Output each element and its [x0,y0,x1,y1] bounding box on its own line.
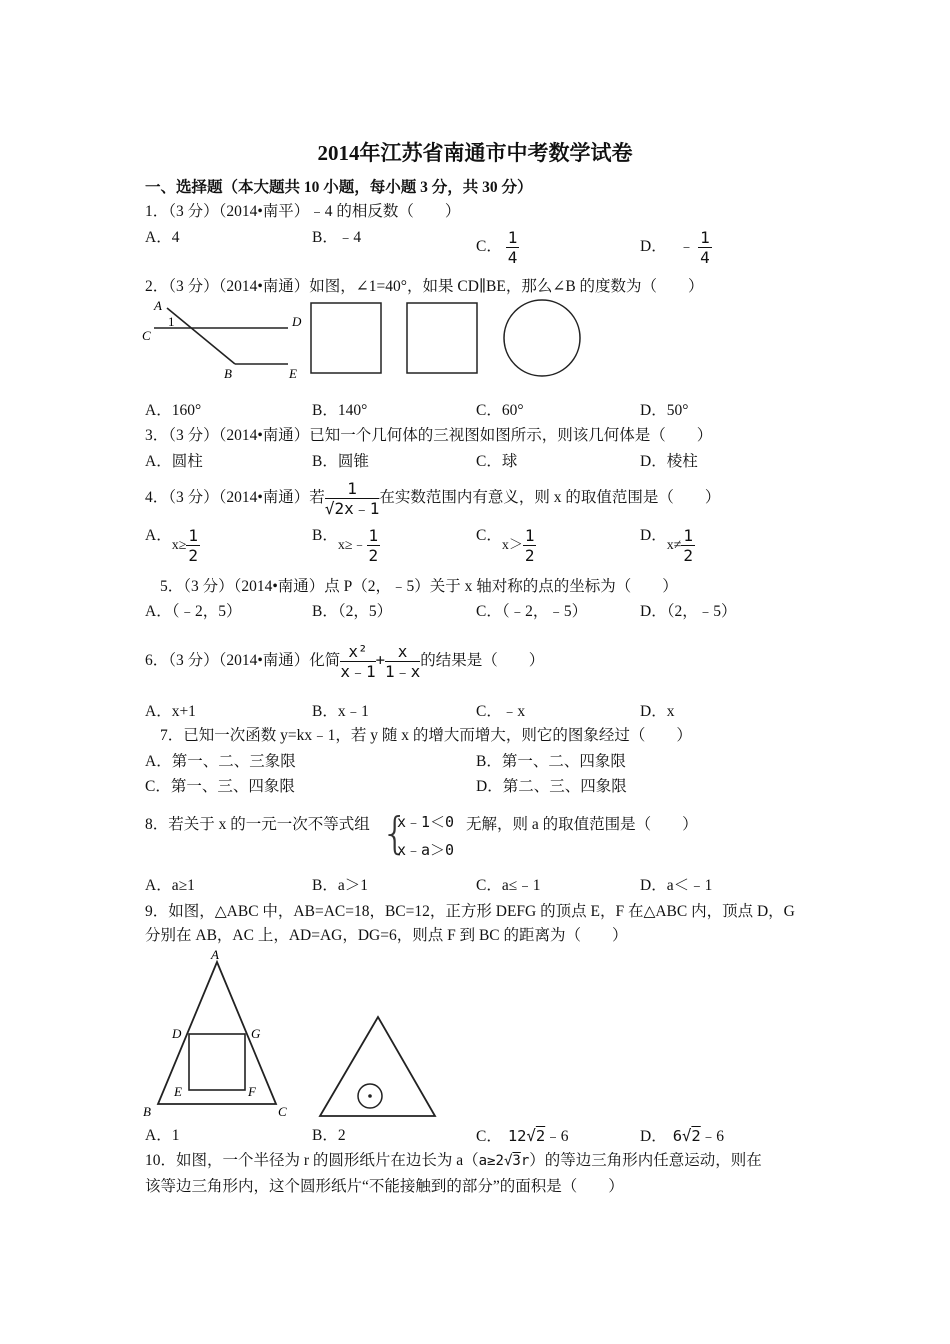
q8-stem-pre: 8．若关于 x 的一元一次不等式组 [145,816,370,833]
label-A: A [211,947,219,962]
q8-option-d: D．a＜﹣1 [640,877,713,894]
square-view-2 [407,303,477,373]
q1-stem: 1．（3 分）（2014•南平）﹣4 的相反数（ ） [145,203,461,220]
q4-option-d: D．x≠ $\frac{1}{2}$ [640,526,694,565]
q3-option-d: D．棱柱 [640,453,698,470]
label-F: F [248,1084,256,1099]
q1-option-a: A．4 [145,229,180,246]
label-G: G [251,1026,261,1041]
label-A: A [154,298,162,313]
q6-option-b: B．x﹣1 [312,703,369,720]
q8-option-b: B．a＞1 [312,877,368,894]
label-D: D [292,314,302,329]
page-title: 2014年江苏省南通市中考数学试卷 [317,141,633,165]
q10-stem-line-1: 10．如图，一个半径为 r 的圆形纸片在边长为 a（a≥2√3r）的等边三角形内任意运动，则在 [145,1152,762,1169]
q2-option-c: C．60° [476,402,524,419]
q3-option-c: C．球 [476,453,518,470]
q8-ineq-2: x﹣a＞0 [397,841,455,859]
q5-stem: 5．（3 分）（2014•南通）点 P（2，﹣5）关于 x 轴对称的点的坐标为（ ） [160,578,678,595]
q3-option-b: B．圆锥 [312,453,369,470]
label-1: 1 [168,314,175,329]
q2-figures [140,296,600,388]
q9-stem-line-1: 9．如图，△ABC 中，AB=AC=18，BC=12，正方形 DEFG 的顶点 E，F 在△ABC 内，顶点 D，G [145,903,795,920]
q7-option-c: C．第一、三、四象限 [145,778,295,795]
q8-option-a: A．a≥1 [145,877,195,894]
q1-option-d: D． ﹣ $\frac{1}{4}$ [640,228,710,267]
q6-option-a: A．x+1 [145,703,196,720]
triangle-square-figure [143,947,287,1119]
label-B: B [224,366,232,381]
q8-stem-post: 无解，则 a 的取值范围是（ ） [466,816,698,833]
q7-option-d: D．第二、三、四象限 [476,778,627,795]
q5-option-a: A．（﹣2，5） [145,603,242,620]
q5-option-d: D．（2，﹣5） [640,603,737,620]
brace-symbol: { [381,808,409,859]
q2-option-a: A．160° [145,402,202,419]
q4-stem: 4．（3 分）（2014•南通）若 $\frac{1}{√2x﹣1}$ 在实数范围内有意义，则 x 的取值范围是（ ） [145,478,721,518]
q9-option-d: D． 6√2﹣6 [640,1127,724,1145]
label-C: C [278,1104,287,1119]
q3-stem: 3．（3 分）（2014•南通）已知一个几何体的三视图如图所示，则该几何体是（ ） [145,427,713,444]
section-heading: 一、选择题（本大题共 10 小题，每小题 3 分，共 30 分） [145,179,533,196]
label-E: E [174,1084,182,1099]
q9-stem-line-2: 分别在 AB，AC 上，AD=AG，DG=6，则点 F 到 BC 的距离为（ ） [145,927,628,944]
q2-stem: 2．（3 分）（2014•南通）如图，∠1=40°，如果 CD∥BE，那么∠B 的度数为（ ） [145,278,704,295]
q1-option-c: C． $\frac{1}{4}$ [476,228,518,267]
q10-stem-line-2: 该等边三角形内，这个圆形纸片“不能接触到的部分”的面积是（ ） [145,1178,624,1195]
label-C: C [142,328,151,343]
q4-option-b: B．x≥﹣ $\frac{1}{2}$ [312,526,379,565]
q7-option-a: A．第一、二、三象限 [145,753,296,770]
circle-view [504,300,580,376]
parallel-lines-figure [142,298,302,381]
q8-ineq-1: x﹣1＜0 [397,813,455,831]
q9-option-b: B．2 [312,1127,346,1144]
square-view-1 [311,303,381,373]
label-E: E [289,366,297,381]
q8-option-c: C．a≤﹣1 [476,877,541,894]
q5-option-b: B．（2，5） [312,603,393,620]
q9-option-a: A．1 [145,1127,180,1144]
q2-option-b: B．140° [312,402,368,419]
q6-stem: 6．（3 分）（2014•南通）化简 $\frac{\text{x²}}{x﹣1}$ + $\frac{x}{1﹣x}$ 的结果是（ ） [145,641,545,681]
q5-option-c: C．（﹣2，﹣5） [476,603,588,620]
q9-option-c: C． 12√2﹣6 [476,1127,569,1145]
q3-option-a: A．圆柱 [145,453,203,470]
label-B: B [143,1104,151,1119]
q4-option-a: A．x≥ $\frac{1}{2}$ [145,526,199,565]
q4-option-c: C．x＞ $\frac{1}{2}$ [476,526,535,565]
triangle-circle-figure [320,1017,435,1116]
q7-option-b: B．第一、二、四象限 [476,753,626,770]
q6-option-d: D．x [640,703,675,720]
q1-option-b: B．﹣4 [312,229,362,246]
label-D: D [172,1026,182,1041]
q7-stem: 7．已知一次函数 y=kx﹣1，若 y 随 x 的增大而增大，则它的图象经过（ ） [160,727,692,744]
q2-option-d: D．50° [640,402,689,419]
q6-option-c: C．﹣x [476,703,526,720]
q9-figures [138,944,448,1120]
